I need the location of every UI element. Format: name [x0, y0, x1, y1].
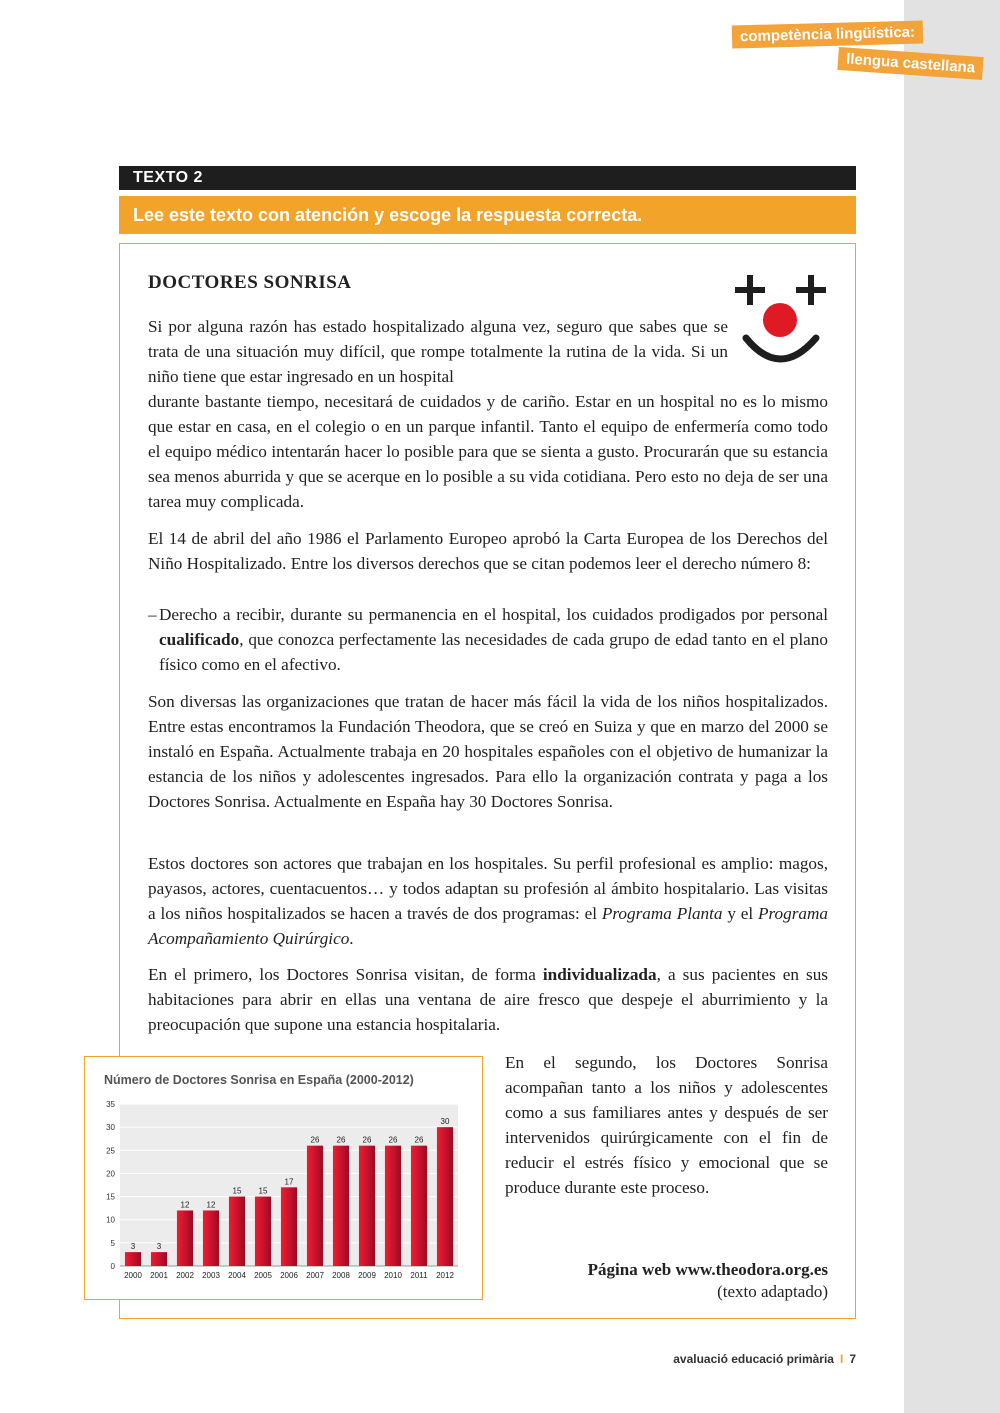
subject-tag-line1: competència lingüística: — [732, 21, 924, 49]
bullet-text-b: , que conozca perfectamente las necesidades de cada grupo de edad tanto en el plano físico como en el afectivo. — [159, 630, 828, 674]
right-number-8 — [148, 602, 828, 677]
x-tick-label: 2009 — [358, 1271, 376, 1280]
p4-text-c: . — [349, 929, 354, 948]
bar — [151, 1252, 167, 1266]
x-tick-label: 2011 — [410, 1271, 428, 1280]
bar-value-label: 30 — [440, 1117, 450, 1127]
paragraph-1-continued: durante bastante tiempo, necesitará de cuidados y de cariño. Estar en un hospital no es lo mismo que estar en casa, en el colegio o en un parque infantil. Tanto el equipo de enfermería como todo el equipo médico intentarán hacer lo posible para que se sienta a gusto. Procurarán que su estancia sea menos aburrida y que se acerque en lo posible a su vida cotidiana. Pero esto no deja de ser una tarea muy complicada. — [148, 392, 828, 511]
y-tick-label: 0 — [110, 1262, 115, 1271]
y-tick-label: 35 — [106, 1100, 115, 1109]
instruction-banner: Lee este texto con atención y escoge la respuesta correcta. — [119, 196, 856, 234]
p5-text-a: En el primero, los Doctores Sonrisa visitan, de forma — [148, 965, 543, 984]
bullet-bold-word: cualificado — [159, 630, 240, 649]
paragraph-2: El 14 de abril del año 1986 el Parlamento Europeo aprobó la Carta Europea de los Derechos del Niño Hospitalizado. Entre los diversos derechos que se citan podemos leer el derecho número 8: — [148, 529, 828, 573]
x-tick-label: 2000 — [124, 1271, 142, 1280]
bar-value-label: 3 — [130, 1242, 136, 1252]
y-tick-label: 30 — [106, 1123, 115, 1133]
bar-value-label: 26 — [336, 1135, 346, 1145]
x-tick-label: 2001 — [150, 1271, 168, 1280]
source-note: (texto adaptado) — [717, 1282, 828, 1301]
chart-title: Número de Doctores Sonrisa en España (2000-2012) — [104, 1073, 414, 1087]
y-tick-label: 10 — [106, 1215, 115, 1225]
x-tick-label: 2002 — [176, 1271, 194, 1280]
bar-value-label: 26 — [388, 1135, 398, 1145]
bar-value-label: 15 — [232, 1186, 242, 1196]
clown-face-icon — [732, 268, 830, 370]
x-tick-label: 2005 — [254, 1271, 272, 1280]
section-label: TEXTO 2 — [119, 166, 856, 190]
right-margin-band — [904, 0, 1000, 1413]
bar-value-label: 26 — [310, 1135, 320, 1145]
p4-program-planta: Programa Planta — [601, 904, 723, 923]
bar — [229, 1197, 245, 1266]
y-tick-label: 20 — [106, 1169, 115, 1179]
bar — [281, 1187, 297, 1266]
bar — [333, 1146, 349, 1266]
paragraph-3: Son diversas las organizaciones que tratan de hacer más fácil la vida de los niños hospitalizados. Entre estas encontramos la Fundación Theodora, que se creó en Suiza y que en marzo del 2000 se instaló en España. Actualmente trabaja en 20 hospitales españoles con el objetivo de humanizar la estancia de los niños y adolescentes ingresados. Para ello la organización contrata y paga a los Doctores Sonrisa. Actualmente en España hay 30 Doctores Sonrisa. — [148, 692, 828, 811]
bar-value-label: 26 — [362, 1135, 372, 1145]
footer-text: avaluació educació primària — [673, 1352, 834, 1366]
bar-chart — [96, 1096, 466, 1286]
bar — [385, 1146, 401, 1266]
x-tick-label: 2012 — [436, 1271, 454, 1280]
bar — [437, 1127, 453, 1266]
bar-value-label: 15 — [258, 1186, 268, 1196]
article-title: DOCTORES SONRISA — [148, 272, 352, 293]
p5-bold-word: individualizada — [542, 965, 657, 984]
paragraph-1: Si por alguna razón has estado hospitalizado alguna vez, seguro que sabes que se trata de una situación muy difícil, que rompe totalmente la rutina de la vida. Si un niño tiene que estar ingresado en un hospital — [148, 317, 728, 386]
x-tick-label: 2006 — [280, 1271, 298, 1280]
bar — [307, 1146, 323, 1266]
x-tick-label: 2004 — [228, 1271, 246, 1280]
bar — [255, 1197, 271, 1266]
bar-value-label: 3 — [156, 1242, 162, 1252]
bullet-text-a: Derecho a recibir, durante su permanencia en el hospital, los cuidados prodigados por personal — [159, 605, 828, 624]
bar — [203, 1210, 219, 1266]
paragraph-4 — [148, 851, 828, 951]
y-tick-label: 25 — [106, 1146, 115, 1156]
paragraph-5 — [148, 962, 828, 1037]
y-tick-label: 15 — [106, 1192, 115, 1202]
p4-text-b: y el — [722, 904, 758, 923]
x-tick-label: 2007 — [306, 1271, 324, 1280]
bar-value-label: 12 — [206, 1200, 216, 1210]
bar — [359, 1146, 375, 1266]
y-tick-label: 5 — [110, 1238, 115, 1248]
p5-text-b: , a sus pacientes en sus habitaciones para abrir en ellas una ventana de aire fresco que despeje el aburrimiento y la preocupación que supone una estancia hospitalaria. — [148, 965, 828, 1034]
source-citation — [505, 1259, 828, 1303]
footer-separator: I — [839, 1352, 844, 1366]
page-footer — [600, 1352, 856, 1366]
bar — [177, 1210, 193, 1266]
x-tick-label: 2008 — [332, 1271, 350, 1280]
bar — [411, 1146, 427, 1266]
source-web: Página web www.theodora.org.es — [587, 1260, 828, 1279]
p4-text-a: Estos doctores son actores que trabajan en los hospitales. Su perfil profesional es amplio: magos, payasos, actores, cuentacuentos… y todos adaptan su profesión al ámbito hospitalario. Las visitas a los niños hospitalizados se hacen a través de dos programas: el — [148, 854, 828, 923]
x-tick-label: 2003 — [202, 1271, 220, 1280]
p4-program-quirurgico: Programa Acompañamiento Quirúrgico — [148, 904, 828, 948]
paragraph-6: En el segundo, los Doctores Sonrisa acompañan tanto a los niños y adolescentes como a sus familiares antes y después de ser intervenidos quirúrgicamente con el fin de reducir el estrés físico y emocional que se produce durante este proceso. — [505, 1053, 828, 1197]
bullet-dash: – — [148, 605, 157, 624]
bar-value-label: 12 — [180, 1200, 190, 1210]
subject-tag-line2: llengua castellana — [837, 47, 983, 80]
page-number: 7 — [849, 1352, 856, 1366]
bar — [125, 1252, 141, 1266]
bar-value-label: 17 — [284, 1177, 294, 1187]
x-tick-label: 2010 — [384, 1271, 402, 1280]
bar-value-label: 26 — [414, 1135, 424, 1145]
